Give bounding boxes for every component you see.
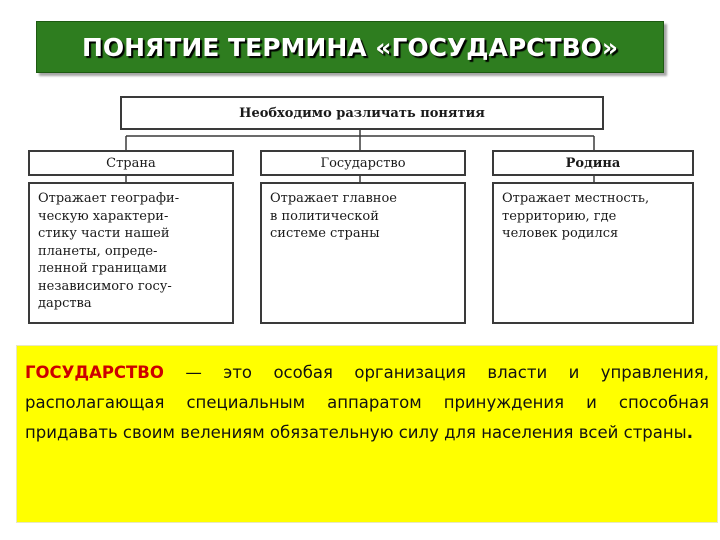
column-header-rodina (492, 150, 694, 176)
column-description-strana: Отражает географи- ческую характери- стику части нашей планеты, опреде- ленной границами независимого госу- дарства (28, 182, 234, 324)
column-header-label: Государство (320, 155, 406, 171)
column-header-label: Страна (106, 155, 156, 171)
title-banner (36, 21, 664, 73)
definition-end: . (686, 423, 693, 442)
definition-panel (17, 346, 717, 522)
concepts-diagram (24, 92, 696, 328)
root-concept-box (120, 96, 604, 130)
page-title: ПОНЯТИЕ ТЕРМИНА «ГОСУДАРСТВО» (81, 32, 619, 62)
column-header-label: Родина (565, 155, 621, 171)
column-header-gosudarstvo (260, 150, 466, 176)
definition-dash: — (163, 363, 224, 382)
root-concept-label: Необходимо различать понятия (239, 105, 485, 121)
definition-body: это особая организация власти и управления, располагающая специальным аппаратом принуждения и способная придавать своим велениям обязательную силу для населения всей страны (25, 363, 709, 442)
column-description-rodina: Отражает местность, территорию, где человек родился (492, 182, 694, 324)
definition-text (25, 358, 709, 448)
column-header-strana (28, 150, 234, 176)
column-description-gosudarstvo: Отражает главное в политической системе страны (260, 182, 466, 324)
definition-term: ГОСУДАРСТВО (25, 363, 164, 382)
